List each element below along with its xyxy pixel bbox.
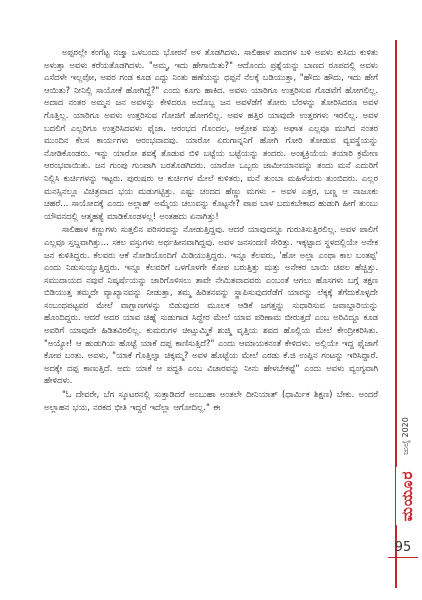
magazine-logo bbox=[396, 467, 418, 525]
article-body bbox=[44, 46, 378, 514]
paragraph-2: ಸಾಲಿಹಾಳ ಕಣ್ಣುಗಳು ಸುತ್ತಲಿನ ಪರಿಸರವನ್ನು ನೋಡುತ್ತಿದ್ದವು. ಆದರೆ ಯಾವುದನ್ನೂ ಗುರುತಿಸುತ್ತಿರಲಿಲ್ಲ. ಅವಳ ಪಾಲಿಗೆ ಎಲ್ಲವೂ ಸ್ತಬ್ದವಾಗಿತ್ತು... ಸಕಲ ವಸ್ತುಗಳು ಅರ್ಥಹೀನವಾಗಿದ್ದವು. ಅವಳ ಜನಸಂದಣಿ ಸೇರಿತ್ತು. ಇಕ್ಕಟ್ಟಾದ ಸ್ಥಳದಲ್ಲಿಯೇ ಅನೇಕ ಜನ ಕುಳಿತಿದ್ದರು. ಕೆಲವರು ಆಕೆ ನೋಡಿಯೊಂದಿಗೆ ಮಿಡಿಯುತ್ತಿದ್ದರು. ಇನ್ನೂ ಕೆಲವರು, 'ಹೋ ಅಲ್ಲಾ ಎಂಥಾ ಕಾಲ ಬಂತಪ್ಪ' ಎಂದು ನಿಡುಸುಯ್ಯುತ್ತಿದ್ದರು. ಇನ್ನೂ ಕೆಲವರಿಗೆ ಒಳಗೊಳಗೇ ಕೋಪ ಬರುತ್ತಿತ್ತು ಮತ್ತು ಅನೇಕರ ಬಾಯಿ ಚಪಲ ಹೆಚ್ಚಿತ್ತು. ಸಮುದಾಯದ ನವುವೆ ನಿಷ್ಕರ್ಷೆಯನ್ನು ಜಾರಿಗೊಳಿಸಲು ತಾವೇ ನೇಮಿತವಾದವರು ಎಂಬಂತೆ ಆಗಲು ಹೊಸಗಳು ಬಗ್ಗೆ ತಕ್ಷಣ ಬಿಡಿಯುತ್ತ ತಮ್ಮದೇ ವ್ಯಾಖ್ಯಾನವನ್ನು ನೀಡುತ್ತಾ, ತಮ್ಮ ಹಿರಿತನವನ್ನು ಸ್ಥಾಪಿಸುವುದರೆಡೆಗೆ ಯಾರನ್ನು ಲೆಕ್ಕಕ್ಕೆ ತೆಗೆದುಕೊಳ್ಳದೇ ಸಂಬಂಧಪಟ್ಟವರ ಮೇಲೆ ವಾಗ್ಬಾಣಗಳನ್ನು ಬಿಡುವುದರ ಮೂಲಕ ಆಡಿಕೆ ಜಗತ್ತನ್ನು ಸುಧಾರಿಸುವ ಜವಾಬ್ದಾರಿಯನ್ನು ಹೊಂದಿದ್ದರು. ಆದರೆ ಅದರ ಯಾವ ಚಿಹ್ನೆ ಸುಡುಗಾಡ ಸಿದ್ಧೇರ ಮೇಲೆ ಯಾವ ಪರಿಣಾಮ ಬೀರುತ್ತದೆ ಎಂಬ ಅರಿವಿದ್ದೂ ಕೂಡ ಅವರಿಗೆ ಯಾವುದೇ ಹಿಡಿತವಿರಲಿಲ್ಲ. ಕುಮರುಗಳ ಚೀಟ್ಸುಮ್ಮಿಕೆ ಶುಜ್ಮಿ ವೃತ್ತಿಯ ಶವದ ಹೊಲ್ಲಿಯ ಮೇಲೆ ಕೇಂದ್ರೀಕರಿಸಿತು. "ಅಯ್ಯೋ! ಆ ಹುಡುಗಿಯ ಹೊಟ್ಟೆ ಯಾಕೆ ದಪ್ಪ ಕಾಣಿಸುತ್ತಿದೆ?" ಎಂದು ಆಮಾಯಕನಂತೆ ಕೇಳಿದಳು. ಅಲ್ಲಿಯೇ ಇದ್ದ ಫೈಜಾಗೆ ಕೋಪ ಬಂತು. ಅವಳು, "ಯಾಕೆ ಗೊತ್ತಿಲ್ವಾ ಚಿಕ್ಕಮ್ಮ? ಅವಳ ಹೊಟ್ಟೆಯ ಮೇಲೆ ಎರಡು ಕೆ.ಜಿ ಉಪ್ಪಿನ ಗಂಟನ್ನು ಇರಿಸಿದ್ದಾರೆ. ಅದಕ್ಕೇ ದಪ್ಪ ಕಾಣುತ್ತಿದೆ. ಅದು ಯಾಕೆ ಆ ಪದ್ಧತಿ ಎಂಬ ವಿಚಾರವನ್ನು ನೀನು ಹೇಳಬೇಕಷ್ಟೆ" ಎಂದು ಅವಳು ವ್ಯಂಗ್ಯವಾಗಿ ಹೇಳಿದಳು. bbox=[44, 224, 378, 386]
magazine-name: ಮಯೂರ bbox=[398, 470, 416, 522]
issue-date bbox=[398, 410, 414, 462]
issue-date-text: ಜುಲೈ 2020 bbox=[401, 417, 410, 455]
page-number-rule bbox=[388, 557, 418, 558]
paragraph-1: ಅಪ್ಪರಲ್ಲೇ ಕಂಗೆಟ್ಟ ನಜ್ಮಾ ಒಳಬಂದು ಭೋರನೆ ಅಳ ತೊಡಗಿದಳು. ಸಾಲಿಹಾಳ ಪಾದಗಳ ಬಳಿ ಅವಳು ಕುಸಿದು ಕುಳಿತು ಅಳುತ್ತಾ ಅವಳು ಕರೆಯತೊಡಗಿದಳು. "ಅಮ್ಮ, ಇದು ಹೇಗಾಯಿತು?" ಆದೊಂದು ಪ್ರಶ್ನೆಯನ್ನು ಬಾಣದ ರೂಪದಲ್ಲಿ ಅವಳು ಎಸೆದಳೇ ಇಲ್ಲವೋ, ಅವರ ಗಂಡ ಕೂಡ ಎದ್ದು ನಿಂತು ಹಣೆಯನ್ನು ಧಪ್ಪನೆ ನೆಲಕ್ಕೆ ಬಡಿಯುತ್ತಾ, "ಹೌದು ಹೌದು, ಇದು ಹೇಗೆ ಆಯಿತು? ನೀನಿಲ್ಲಿ ಸಾಯೋಕೆ ಹೋಗಿದ್ದೆ?" ಎಂದು ಕೂಗು ಹಾಕಿದ. ಅವಳು ಯಾರಿಗೂ ಉತ್ತರಿಸುವ ಗೊಡವೆಗೆ ಹೋಗಲಿಲ್ಲ. ಅದಾದ ನಂತರ ಅಮ್ಮನ ಜನ ಅವಳನ್ನು ಕೇಳಿದರೂ ಅದೊಬ್ಬ ಜನ ಅವಳೆಡೆಗೆ ತೋರು ಬೆರಳನ್ನು ತೋರಿಸಿದರೂ ಅವಳ ಗೊತ್ತಿಲ್ಲ. ಯಾರಿಗೂ ಅವಳು ಉತ್ತರಿಸುವ ಗೋಜಿಗೆ ಹೋಗಲಿಲ್ಲ. ಅವಳ ಹತ್ತಿರ ಯಾವುದೇ ಉತ್ತರಗಳು ಇರಲಿಲ್ಲ. ಅವಳ ಬದಲಿಗೆ ಎಲ್ಲರಿಗೂ ಉತ್ತರಿಸಿದವಳು ಫೈಜಾ. ಆರಂಭದ ಗೊಂದಲ, ಆಕ್ರೋಶ ಮತ್ತು ಅಘಾತ ಎಲ್ಲವೂ ಮುಗಿದ ನಂತರ ಮುಂದಿನ ಕೆಲಸ ಕಾರ್ಯಗಳು ಆರಂಭವಾದವು. ಯಾರೋ ಏರುಗಾನ್ನನಿಗೆ ಹೋಗಿ ಗೋರಿ ತೋಡುವ ವ್ಯವಸ್ಥೆಯನ್ನು ನೋಡಿಕೊಂಡರು. ಇನ್ನು ಯಾರೋ ಶವಕ್ಕೆ ತೊಡುವ ಬಿಳಿ ಬಟ್ಟೆಯ ಬಟ್ಟೆಯನ್ನು ತಂದರು. ಅಂತ್ಯಕ್ರಿಯೆಯ ತಯಾರಿ ಕ್ರಮೇಣ ಆರಂಭವಾಯಿತು. ಜನ ಗುಂಪು ಗುಂಪಾಗಿ ಬರತೊಡಗಿದರು. ಯಾರೋ ಒಬ್ಬರು ಜಾಮೀಯಾನವನ್ನು ತಂದು ಮನೆ ಎದುರಿಗೆ ನಿಲ್ಲಿಸಿ ಕುರ್ಚಿಗಳನ್ನು ಇಟ್ಟರು. ಪುರುಷರು ಆ ಕುರ್ಚಿಗಳ ಮೇಲೆ ಕುಳಿತರು, ಮನೆ ತುಂಬಾ ಮಹಿಳೆಯರು ತುಂಬಿದರು. ಎಲ್ಲರ ಮನಸ್ಸಿನಲ್ಲೂ ವಿಚಿತ್ರವಾದ ಭಯ ಮಡುಗಟ್ಟಿತ್ತು. ಎಷ್ಟು ಚಂದದ ಹೆಣ್ಣು ಮಗಳು – ಅವಳ ಎತ್ತರ, ಬಣ್ಣ ಆ ನಾಜೂಕು ಚಹರೆ... ಸಾಯೋದಕ್ಕೆ ಎಂದು ಅಲ್ಲಾಹ್ ಅಮ್ಮೆಯ ಚಲುವನ್ನು ಕೊಟ್ಟನೇ? ಪಾಪ ಬಾಳ ಬದುಕಬೇಕಾದ ಹುಡುಗಿ ಹೀಗೆ ತುಂಬು ಯೌವನದಲ್ಲಿ ಆತ್ಮಹತ್ಯೆ ಮಾಡಿಕೊಂಡಳಲ್ಲ! ಅಂತಹದು ಏನಾಗಿತ್ತು! bbox=[44, 47, 378, 221]
paragraph-3: "ಓ ದೇವರೇ, ಬೆಗ ಸ್ಕೂಟರನಲ್ಲಿ ಸುತ್ತಾಡಿದರೆ ಅಂಬುಹಾ ಅಂತಲೇ ದೀನಿಯಾತ್ (ಧಾರ್ಮಿಕ ಶಿಕ್ಷಣ) ಬೇಕು. ಅಂದರೆ ಅಲ್ಲಾಹನ ಭಯ, ನರಕದ ಭೀತಿ ಇದ್ದರೆ ಇದೆಲ್ಲಾ ಆಗೋದಿಲ್ಲ." ಈ bbox=[44, 389, 378, 412]
page-number: 95 bbox=[394, 540, 412, 555]
